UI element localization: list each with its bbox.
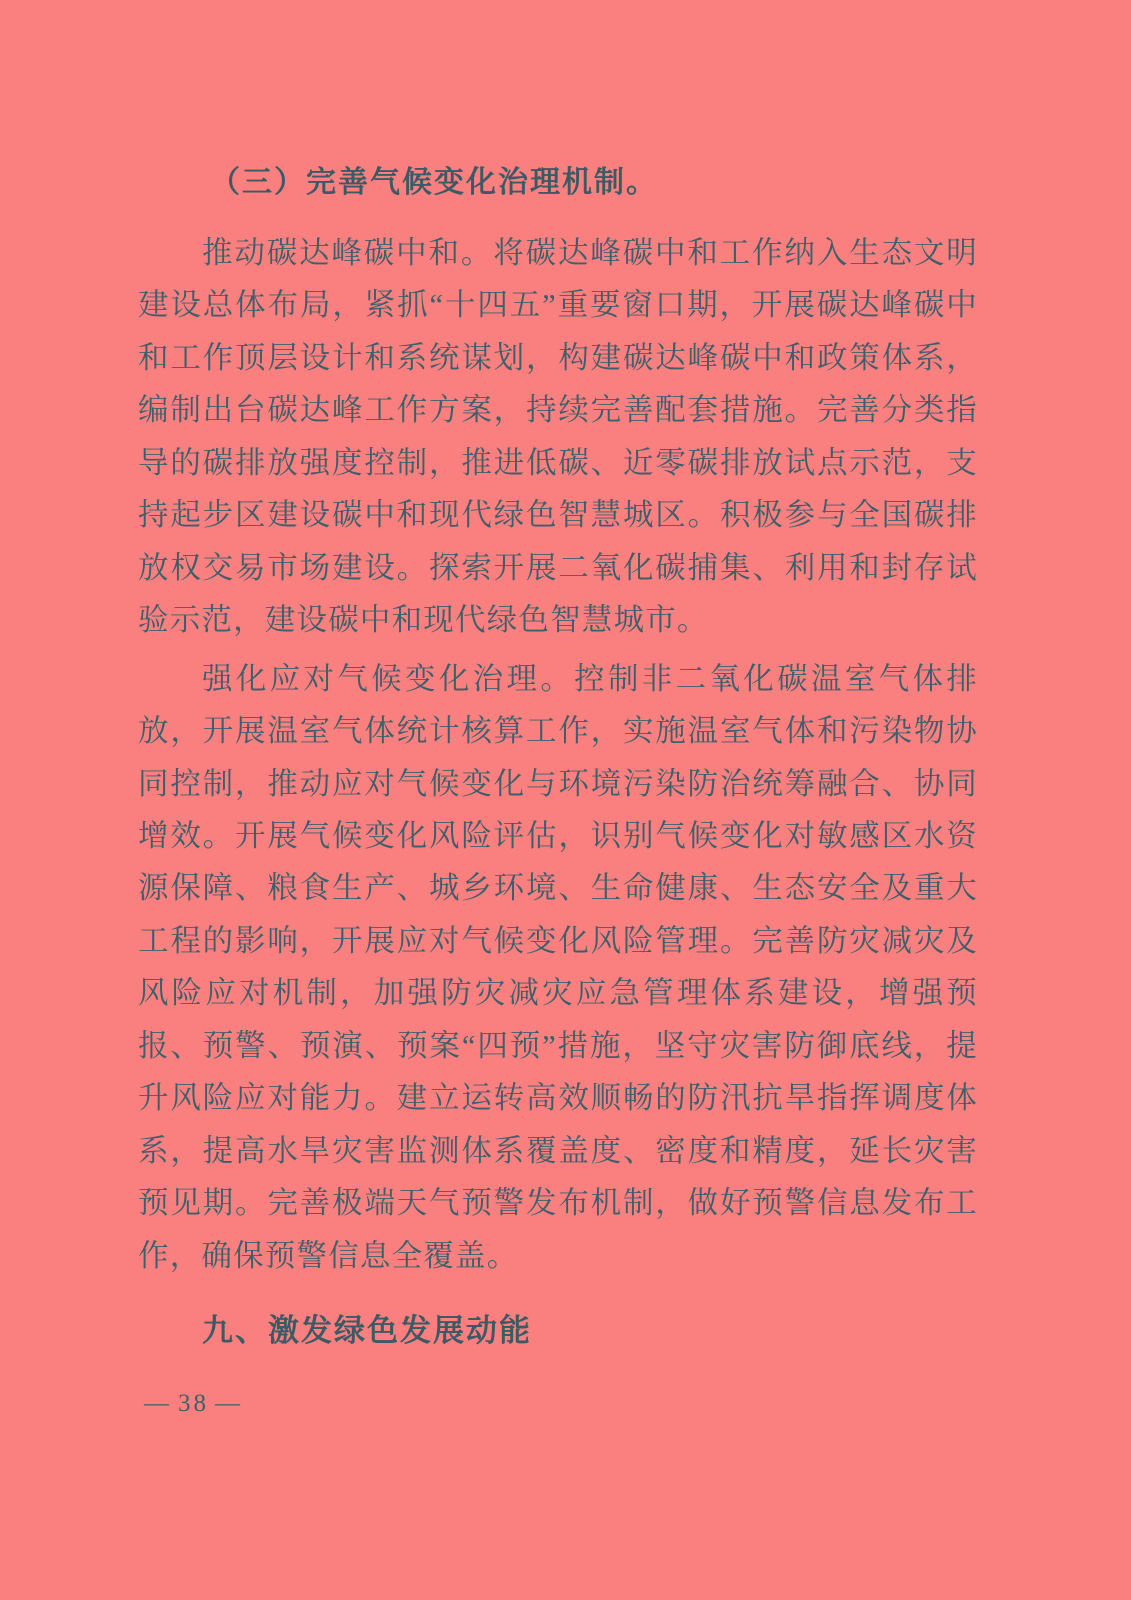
body-paragraph: 强化应对气候变化治理。控制非二氧化碳温室气体排放，开展温室气体统计核算工作，实施温室气体和污染物协同控制，推动应对气候变化与环境污染防治统筹融合、协同增效。开展气候变化风险评估，识别气候变化对敏感区水资源保障、粮食生产、城乡环境、生命健康、生态安全及重大工程的影响，开展应对气候变化风险管理。完善防灾减灾及风险应对机制，加强防灾减灾应急管理体系建设，增强预报、预警、预演、预案“四预”措施，坚守灾害防御底线，提升风险应对能力。建立运转高效顺畅的防汛抗旱指挥调度体系，提高水旱灾害监测体系覆盖度、密度和精度，延长灾害预见期。完善极端天气预警发布机制，做好预警信息发布工作，确保预警信息全覆盖。 <box>138 661 978 1273</box>
footer-right-dash: — <box>215 1390 243 1417</box>
page-footer <box>138 1390 978 1418</box>
section-heading: 九、激发绿色发展动能 <box>202 1313 532 1350</box>
footer-left-dash: — <box>144 1390 172 1417</box>
page-number: 38 <box>178 1390 209 1417</box>
page-content <box>138 160 978 1355</box>
subsection-heading: （三）完善气候变化治理机制。 <box>210 165 658 200</box>
body-paragraph: 推动碳达峰碳中和。将碳达峰碳中和工作纳入生态文明建设总体布局，紧抓“十四五”重要窗口期，开展碳达峰碳中和工作顶层设计和系统谋划，构建碳达峰碳中和政策体系，编制出台碳达峰工作方案，持续完善配套措施。完善分类指导的碳排放强度控制，推进低碳、近零碳排放试点示范，支持起步区建设碳中和现代绿色智慧城区。积极参与全国碳排放权交易市场建设。探索开展二氧化碳捕集、利用和封存试验示范，建设碳中和现代绿色智慧城市。 <box>138 236 978 638</box>
